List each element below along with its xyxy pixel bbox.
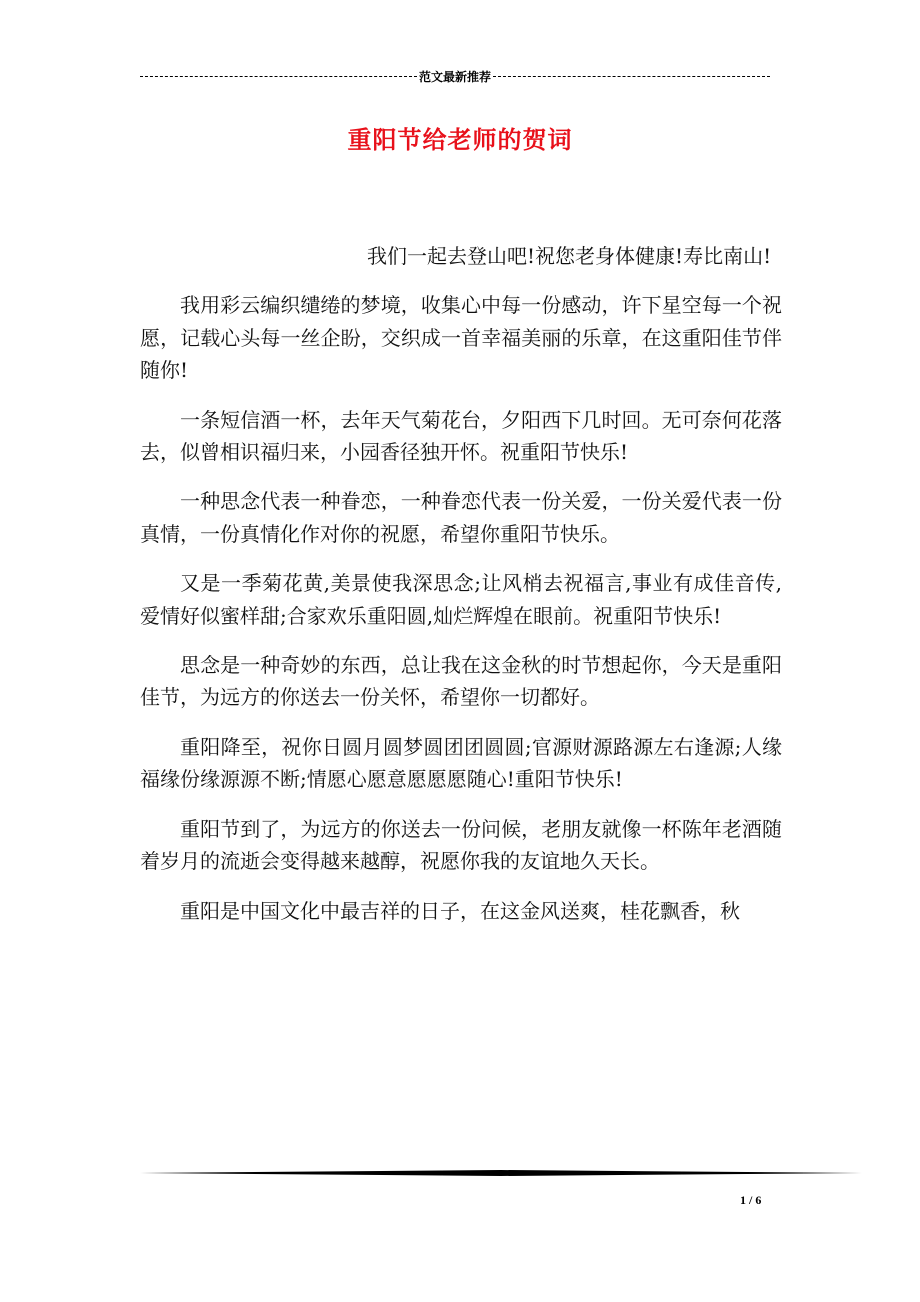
document-title: 重阳节给老师的贺词 [347,125,573,154]
document-body [140,240,782,944]
footer-rule [140,1170,862,1176]
paragraph: 重阳节到了，为远方的你送去一份问候，老朋友就像一杯陈年老酒随着岁月的流逝会变得越来越醇，祝愿你我的友谊地久天长。 [140,816,782,874]
paragraph: 我用彩云编织缱绻的梦境，收集心中每一份感动，许下星空每一个祝愿，记载心头每一丝企盼，交织成一首幸福美丽的乐章，在这重阳佳节伴随你! [140,293,782,383]
paragraph: 思念是一种奇妙的东西，总让我在这金秋的时节想起你，今天是重阳佳节，为远方的你送去一份关怀，希望你一切都好。 [140,653,782,710]
paragraph: 又是一季菊花黄,美景使我深思念;让风梢去祝福言,事业有成佳音传,爱情好似蜜样甜;合家欢乐重阳圆,灿烂辉煌在眼前。祝重阳节快乐! [140,571,782,628]
paragraph: 重阳是中国文化中最吉祥的日子，在这金风送爽，桂花飘香，秋 [180,898,740,923]
page-header [140,68,770,85]
paragraph: 一种思念代表一种眷恋，一种眷恋代表一份关爱，一份关爱代表一份真情，一份真情化作对你的祝愿，希望你重阳节快乐。 [140,489,782,546]
header-dash-right [493,76,770,77]
page-number: 1 / 6 [740,1193,762,1207]
header-label: 范文最新推荐 [419,70,492,84]
paragraph: 我们一起去登山吧!祝您老身体健康!寿比南山! [367,244,772,268]
header-dash-left [140,76,417,77]
paragraph: 重阳降至，祝你日圆月圆梦圆团团圆圆;官源财源路源左右逢源;人缘福缘份缘源源不断;情愿心愿意愿愿愿随心!重阳节快乐! [140,734,782,792]
paragraph: 一条短信酒一杯，去年天气菊花台，夕阳西下几时回。无可奈何花落去，似曾相识福归来，小园香径独开怀。祝重阳节快乐! [140,407,782,465]
